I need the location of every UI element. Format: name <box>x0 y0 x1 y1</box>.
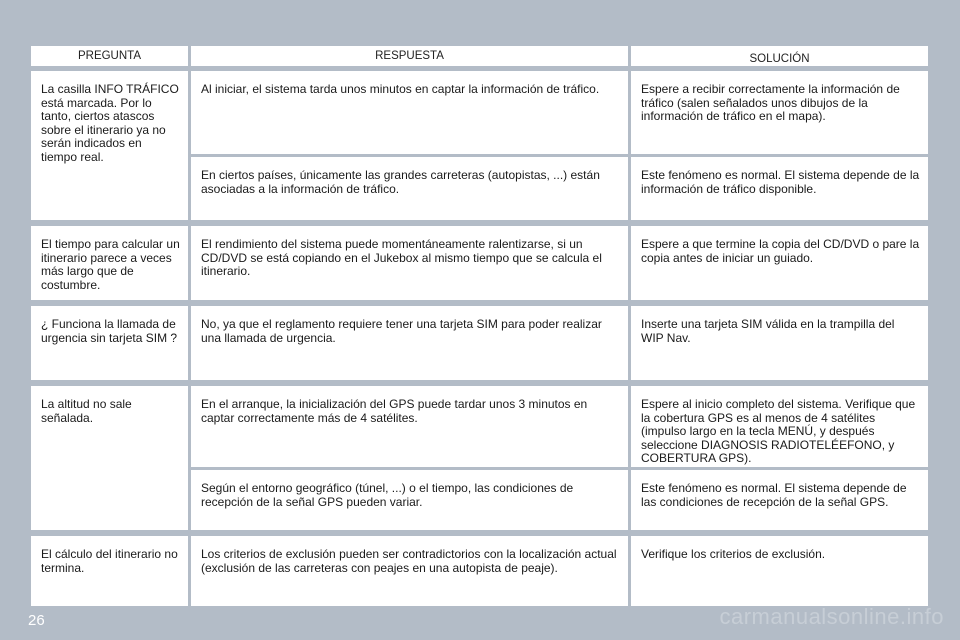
solution-cell: Espere a que termine la copia del CD/DVD o pare la copia antes de iniciar un guiado. <box>631 226 928 300</box>
question-cell: ¿ Funciona la llamada de urgencia sin tarjeta SIM ? <box>31 306 188 380</box>
solution-cell: Este fenómeno es normal. El sistema depende de la información de tráfico disponible. <box>631 157 928 220</box>
header-solucion: SOLUCIÓN <box>631 46 928 66</box>
question-cell: El tiempo para calcular un itinerario parece a veces más largo que de costumbre. <box>31 226 188 300</box>
header-respuesta: RESPUESTA <box>191 46 628 66</box>
solution-cell: Espere al inicio completo del sistema. Verifique que la cobertura GPS es al menos de 4 satélites (impulso largo en la tecla MENÚ, y después seleccione DIAGNOSIS RADIOTELÉEFONO, y COBERTURA GPS). <box>631 386 928 467</box>
answer-cell: El rendimiento del sistema puede momentáneamente ralentizarse, si un CD/DVD se está copiando en el Jukebox al mismo tiempo que se calcula el itinerario. <box>191 226 628 300</box>
answer-cell: No, ya que el reglamento requiere tener una tarjeta SIM para poder realizar una llamada de urgencia. <box>191 306 628 380</box>
header-pregunta: PREGUNTA <box>31 46 188 66</box>
question-cell: El cálculo del itinerario no termina. <box>31 536 188 606</box>
answer-cell: Los criterios de exclusión pueden ser contradictorios con la localización actual (exclusión de las carreteras con peajes en una autopista de peaje). <box>191 536 628 606</box>
answer-cell: En ciertos países, únicamente las grandes carreteras (autopistas, ...) están asociadas a la información de tráfico. <box>191 157 628 220</box>
solution-cell: Inserte una tarjeta SIM válida en la trampilla del WIP Nav. <box>631 306 928 380</box>
answer-cell: Al iniciar, el sistema tarda unos minutos en captar la información de tráfico. <box>191 71 628 154</box>
question-cell: La casilla INFO TRÁFICO está marcada. Por lo tanto, ciertos atascos sobre el itinerario ya no serán indicados en tiempo real. <box>31 71 188 220</box>
page-number: 26 <box>28 612 45 629</box>
watermark: carmanualsonline.info <box>719 604 944 629</box>
answer-cell: En el arranque, la inicialización del GPS puede tardar unos 3 minutos en captar correctamente más de 4 satélites. <box>191 386 628 467</box>
solution-cell: Este fenómeno es normal. El sistema depende de las condiciones de recepción de la señal GPS. <box>631 470 928 530</box>
solution-cell: Espere a recibir correctamente la información de tráfico (salen señalados unos dibujos de la información de tráfico en el mapa). <box>631 71 928 154</box>
question-cell: La altitud no sale señalada. <box>31 386 188 530</box>
answer-cell: Según el entorno geográfico (túnel, ...) o el tiempo, las condiciones de recepción de la señal GPS pueden variar. <box>191 470 628 530</box>
solution-cell: Verifique los criterios de exclusión. <box>631 536 928 606</box>
